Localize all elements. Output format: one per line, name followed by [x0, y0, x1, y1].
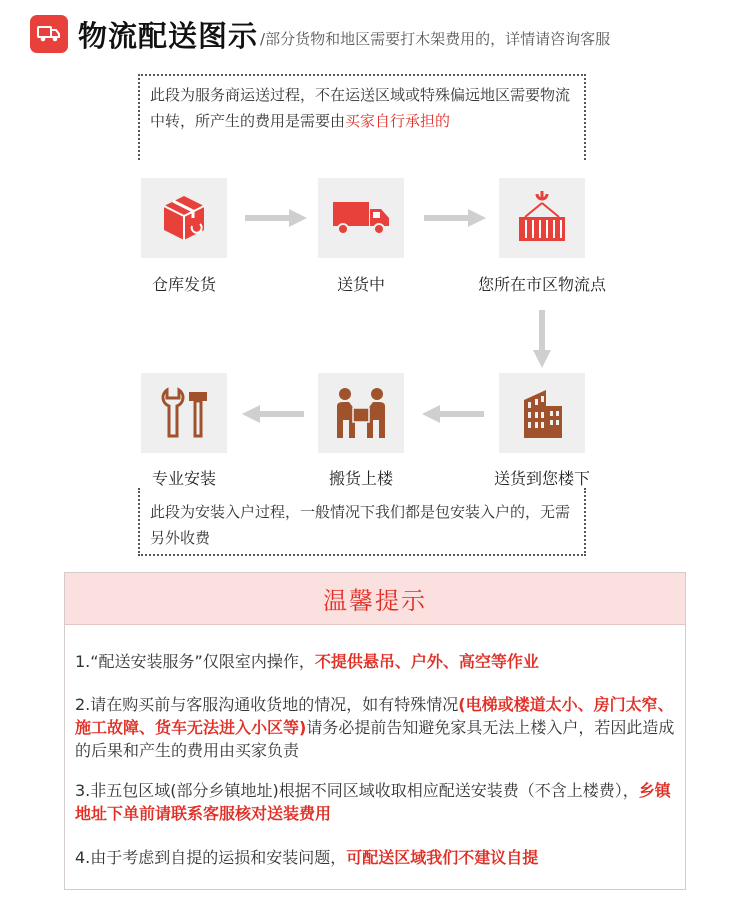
bottom-note: 此段为安装入户过程，一般情况下我们都是包安装入户的，无需另外收费: [150, 503, 571, 547]
tools-icon: [157, 386, 211, 440]
page-subtitle: /部分货物和地区需要打木架费用的，详情请咨询客服: [260, 29, 611, 48]
step-label: 您所在市区物流点: [477, 275, 606, 294]
step-warehouse: [141, 178, 227, 258]
tips-header: [65, 573, 685, 625]
arrow-left-icon: [422, 404, 484, 424]
step-label: 搬货上楼: [328, 469, 393, 488]
building-icon: [516, 386, 568, 440]
tip-highlight: 不提供悬吊、户外、高空等作业: [314, 652, 539, 671]
container-crane-icon: [513, 189, 571, 247]
tip-highlight: 可配送区域我们不建议自提: [346, 848, 539, 867]
step-carry-upstairs: [318, 373, 404, 453]
top-note-highlight: 买家自行承担的: [345, 112, 451, 130]
tip-item: [75, 693, 681, 762]
step-installation: [141, 373, 227, 453]
delivery-truck-icon: [331, 198, 391, 238]
truck-icon: [30, 15, 68, 53]
tip-item: [75, 650, 681, 673]
tip-item: [75, 846, 681, 869]
step-label: 送货中: [336, 275, 385, 294]
tip-text: 2.请在购买前与客服沟通收货地的情况，如有特殊情况: [75, 695, 459, 714]
tip-item: [75, 779, 681, 825]
tip-text: 3.非五包区域(部分乡镇地址)根据不同区域收取相应配送安装费（不含上楼费），: [75, 781, 639, 800]
tips-box: [64, 572, 686, 890]
step-delivering: [318, 178, 404, 258]
tips-title: 温馨提示: [323, 587, 427, 615]
page-title: 物流配送图示: [78, 18, 259, 53]
tip-text-after: 请务必提前告知避免家具无法上楼入户，若因此造成的后果和产生的费用由买家负责: [75, 718, 675, 760]
tip-text: 1.“配送安装服务”仅限室内操作，: [75, 652, 315, 671]
arrow-right-icon: [245, 208, 307, 228]
top-note-text: 此段为服务商运送过程，不在运送区域或特殊偏远地区需要物流中转，所产生的费用是需要由: [150, 86, 571, 130]
header: [30, 12, 610, 56]
step-local-logistics: [499, 178, 585, 258]
step-label: 专业安装: [151, 469, 216, 488]
tip-text: 4.由于考虑到自提的运损和安装问题，: [75, 848, 347, 867]
tip-highlight: 乡镇地址下单前请联系客服核对送装费用: [75, 781, 671, 823]
arrow-left-icon: [242, 404, 304, 424]
arrow-right-icon: [424, 208, 486, 228]
carry-box-icon: [333, 386, 389, 440]
top-note: [150, 82, 580, 134]
arrow-down-icon: [532, 310, 552, 368]
step-label: 送货到您楼下: [493, 469, 590, 488]
package-box-icon: [158, 192, 210, 244]
step-label: 仓库发货: [151, 275, 216, 294]
step-downstairs: [499, 373, 585, 453]
tip-highlight: (电梯或楼道太小、房门太窄、施工故障、货车无法进入小区等): [75, 695, 674, 737]
